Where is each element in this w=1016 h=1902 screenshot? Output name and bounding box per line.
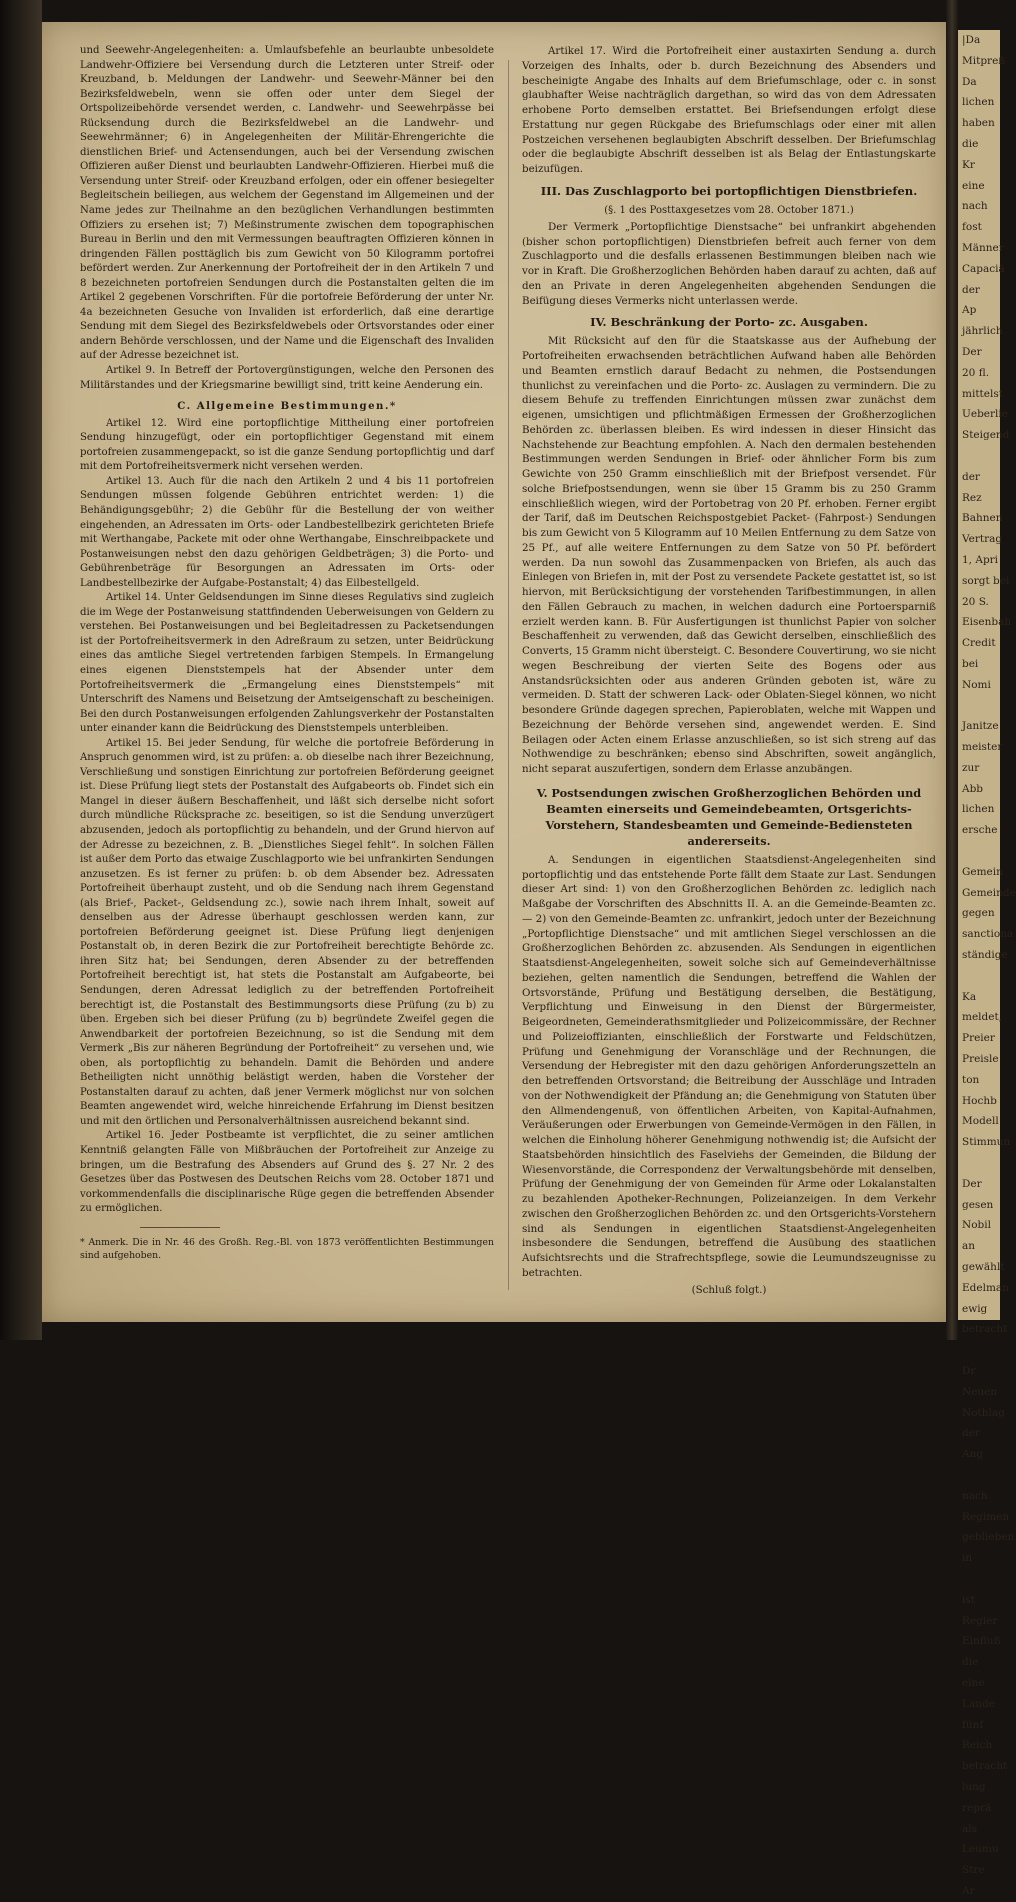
book-spine [0, 0, 42, 1340]
adjacent-page-fragment [958, 1465, 1000, 1486]
adjacent-page-fragment: als [962, 1822, 978, 1835]
section-iii-subheading: (§. 1 des Posttaxgesetzes vom 28. October 1871.) [604, 204, 854, 216]
adjacent-page-fragment: Nothlag [962, 1406, 1005, 1419]
adjacent-page-fragment: sorgt bei [962, 574, 1010, 587]
adjacent-page-fragment: Stimmun [962, 1136, 1011, 1149]
section-iv-paragraph: Mit Rücksicht auf den für die Staatskasse aus der Aufhebung der Portofreiheiten erwachsenden beträchtlichen Aufwand haben alle Behörden und Beamten ernstlich darauf Bedacht zu nehmen, die Postsendungen thunlichst zu vereinfachen und die Porto- zc. Auslagen zu vermindern. Die zu diesem Behufe zu treffenden Einrichtungen müssen zwar zunächst dem eigenen, umsichtigen und pflichtmäßigen Ermessen der Großherzoglichen Behörden zc. überlassen bleiben. Es wird indessen in dieser Hinsicht das Nachstehende zur Beachtung empfohlen. A. Nach den dermalen bestehenden Bestimmungen werden Sendungen in Brief- oder ähnlicher Form bis zum Gewichte von 250 Gramm einschließlich mit der Briefpost versendet. Für solche Briefpostsendungen, wenn sie über 15 Gramm bis zu 250 Gramm einschließlich wiegen, wird der Portobetrag von 20 Pf. erhoben. Ferner ergibt der Tarif, daß im Deutschen Reichspostgebiet Packet- (Fahrpost-) Sendungen bis zum Gewicht von 5 Kilogramm auf 10 Meilen Entfernung zu dem Satze von 25 Pf., auf alle weitere Entfernungen zu dem Satze von 50 Pf. befördert werden. Da nun sowohl das Zusammenpacken von Briefen, als auch das Einlegen von Briefen in, mit der Post zu versendete Packete gestattet ist, so ist hiervon, mit Berücksichtigung der vorstehenden Tarifbestimmungen, in allen den Fällen Gebrauch zu machen, in welchen dadurch eine Portoersparniß erzielt werden kann. B. Für Ausfertigungen ist thunlichst Papier von solcher Beschaffenheit zu verwenden, daß das Gewicht derselben, einschließlich des Converts, 15 Gramm nicht übersteigt. C. Besondere Couvertirung, wo sie nicht wegen Beschreibung der vierten Seite des Bogens oder aus Anstandsrücksichten oder aus anderen Gründen geboten ist, wäre zu vermeiden. D. Statt der schweren Lack- oder Oblaten-Siegel können, wo nicht besondere Gründe dagegen sprechen, Papieroblaten, welche mit Wappen und Bezeichnung der Behörde versehen sind, angewendet werden. E. Sind Beilagen oder Acten einem Erlasse anzuschließen, so ist sich streng auf das Nothwendige zu beschränken; ebenso sind Abschriften, soweit angänglich, nicht separat auszufertigen, sondern dem Erlasse anzubängen. [522, 335, 936, 775]
right-column [522, 44, 936, 1297]
adjacent-page-fragment: Leumu [962, 1843, 999, 1856]
adjacent-page-fragment [958, 966, 1000, 987]
adjacent-page-fragment: Neuen [962, 1385, 998, 1398]
adjacent-page-fragment: |Da [962, 34, 981, 46]
adjacent-page-fragment: Steigend [962, 429, 1010, 442]
adjacent-page-fragment: gegen [962, 907, 995, 920]
adjacent-page-fragment: 20 S. [962, 595, 989, 608]
left-paragraph: und Seewehr-Angelegenheiten: a. Umlaufsbefehle an beurlaubte unbesoldete Landwehr-Offiziere bei Versendung durch die Letzteren unter Streif- oder Kreuzband, b. Meldungen der Landwehr- und Seewehr-Männer bei den Bezirksfeldwebeln, wenn sie offen oder unter dem Siegel der Ortspolizeibehörde versendet werden, c. Landwehr- und Seewehrpässe bei Rücksendung durch die Bezirksfeldwebel an die Landwehr- und Seewehrmänner; 6) in Angelegenheiten der Militär-Ehrengerichte die dienstlichen Brief- und Actensendungen, auch bei der Versendung zwischen Offizieren außer Dienst und beurlaubten Landwehr-Offizieren. Hierbei muß die Versendung unter Streif- oder Kreuzband erfolgen, oder ein offener besiegelter Begleitschein beiliegen, aus welchem der Gegenstand im Allgemeinen und der Name jedes zur Theilnahme an den bezüglichen Verhandlungen bestimmten Offiziers zu ersehen ist; 7) Meßinstrumente zwischen dem topographischen Bureau in Berlin und den mit Vermessungen beauftragten Offizieren können in dringenden Fällen posttäglich bis zum Gewicht von 50 Kilogramm portofrei befördert werden. Zur Anerkennung der Portofreiheit der in den Artikeln 7 und 8 bezeichneten portofreien Sendungen durch die Postanstalten gelten die im Artikel 2 gegebenen Vorschriften. Für die portofreie Beförderung der unter Nr. 4a bezeichneten Gesuche von Invaliden ist erforderlich, daß eine derartige Sendung mit dem Siegel des Bezirksfeldwebels oder Ortsvorstandes oder einer andern Behörde verschlossen, und der Name und die Eigenschaft des Invaliden auf der Adresse bezeichnet ist. [80, 45, 494, 362]
adjacent-page-fragment: in [962, 1552, 973, 1565]
adjacent-page-fragment: Einfluß [962, 1635, 1001, 1648]
adjacent-page-fragment: Credit [962, 637, 996, 650]
adjacent-page-fragment: reprä [962, 1801, 992, 1814]
adjacent-page-fragment [958, 446, 1000, 467]
adjacent-page-fragment: ständige [962, 949, 1008, 962]
left-paragraph: Artikel 16. Jeder Postbeamte ist verpflichtet, die zu seiner amtlichen Kenntniß gelangten Fälle von Mißbräuchen der Portofreiheit zur Anzeige zu bringen, um die Bestrafung des Absenders auf Grund des §. 27 Nr. 2 des Gesetzes über das Postwesen des Deutschen Reichs vom 28. October 1871 und vorkommendenfalls die disciplinarische Rüge gegen die betreffenden Absender zu ermöglichen. [80, 1130, 494, 1215]
adjacent-page-fragment: nach [962, 200, 988, 213]
adjacent-page-fragment: eine [962, 179, 985, 192]
adjacent-page-fragment: lichen [962, 803, 995, 816]
adjacent-page-fragment: Ka [962, 990, 977, 1003]
adjacent-page-fragment [958, 1153, 1000, 1174]
section-v-paragraph: A. Sendungen in eigentlichen Staatsdienst-Angelegenheiten sind portopflichtig und das entstehende Porte fällt dem Staate zur Last. Sendungen dieser Art sind: 1) von den Großherzoglichen Behörden zc. lediglich nach Maßgabe der Vorschriften des Abschnitts II. A. an die Gemeinde-Beamten zc. — 2) von den Gemeinde-Beamten zc. unfrankirt, jedoch unter der Bezeichnung „Portopflichtige Dienstsache“ und mit amtlichen Siegel verschlossen an die Großherzoglichen Behörden zc. abzusenden. Als Sendungen in eigentlichen Staatsdienst-Angelegenheiten, soweit solche sich auf Gemeindeverhältnisse beziehen, gelten namentlich die Sendungen, betreffend die Wahlen der Ortsvorstände, Prüfung und Bestätigung derselben, die Bestätigung, Verpflichtung und Einweisung in den Dienst der Bürgermeister, Beigeordneten, Gemeinderathsmitglieder und Polizeicommissäre, der Rechner und Polizeioffizianten, einschließlich der Forstwarte und Feldschützen, Prüfung und Genehmigung der Voranschläge und der Rechnungen, die Versendung der Hebregister mit den dazu gehörigen Anforderungszetteln an den betreffenden Ortsvorstand; die Beitreibung der Ausschläge und Intraden von der Nothwendigkeit der Pfändung an; die Genehmigung von Statuten über den Allmendengenuß, von öffentlichen Arbeiten, von Kapital-Aufnahmen, Veräußerungen oder Erwerbungen von Gemeinde-Vermögen in den Fällen, in welchen die Einholung höherer Genehmigung nothwendig ist; die Aufsicht der Staatsbehörden hinsichtlich des Faselviehs der Gemeinden, die Bildung der Wiesenvorstände, die Correspondenz der Verwaltungsbehörde mit denselben, Prüfung der Genehmigung der von Gemeinden für Arme oder Lokalanstalten zu bezahlenden Apotheker-Rechnungen, Polizeianzeigen. In dem Verkehr zwischen den Großherzoglichen Behörden zc. und den Ortsgerichts-Vorstehern sind als Sendungen in eigentlichen Staatsdienst-Angelegenheiten insbesondere die Sendungen, betreffend die Ausübung des staatlichen Aufsichtsrechts und die Strafrechtspflege, sowie die Leumundszeugnisse zu betrachten. [522, 853, 936, 1279]
adjacent-page-fragment: Bahnen [962, 512, 1003, 525]
adjacent-page-fragment: Abb [962, 782, 984, 795]
section-v-heading: V. Postsendungen zwischen Großherzoglichen Behörden und Beamten einerseits und Gemeindebeamten, Ortsgerichts-Vorstehern, Standesbeamten und Gemeinde-Bediensteten andererseits. [536, 785, 922, 848]
adjacent-page-fragment: Preier [962, 1032, 995, 1045]
left-paragraph: Artikel 15. Bei jeder Sendung, für welche die portofreie Beförderung in Anspruch genommen wird, ist zu prüfen: a. ob dieselbe nach ihrer Bezeichnung, Verschließung und sonstigen Einrichtung zur portofreien Beförderung geeignet ist. Diese Prüfung liegt stets der Postanstalt des Aufgabeorts ob. Findet sich ein Mangel in dieser äußern Beschaffenheit, und läßt sich derselbe nicht sofort durch mündliche Rücksprache zc. beseitigen, so ist die Sendung unverzügert abzusenden, jedoch als portopflichtig zu behandeln, und der Grund hiervon auf der Adresse zu bezeichnen, z. B. „Dienstliches Siegel fehlt“. In solchen Fällen ist außer dem Porto das etwaige Zuschlagporto wie bei unfrankirten Sendungen anzusetzen. Es ist ferner zu prüfen: b. ob dem Absender bez. Adressaten Portofreiheit überhaupt zusteht, und ob die Sendung nach ihrem Gegenstand (als Brief-, Packet-, Geldsendung zc.), sowie nach ihrem Inhalt, soweit auf denselben aus der Adresse überhaupt geschlossen werden kann, zur portofreien Beförderung geeignet ist. Diese Prüfung liegt denjenigen Postanstalt ob, in deren Bezirk die zur Portofreiheit berechtigte Behörde zc. ihren Sitz hat; bei Sendungen, deren Absender zu der betreffenden Portofreiheit berechtigt ist, hat stets die Postanstalt am Aufgabeorte, bei Sendungen, deren Adressat lediglich zu der betreffenden Portofreiheit berechtigt ist, die Postanstalt des Bestimmungsorts diese Prüfung (zu b) zu üben. Ergeben sich bei dieser Prüfung (zu b) begründete Zweifel gegen die Anwendbarkeit der portofreien Bezeichnung, so ist die Sendung mit dem Vermerk „Bis zur näheren Begründung der Portofreiheit“ zu versehen und, wie oben, als portopflichtig zu behandeln. Damit die Behörden und andere Betheiligten nicht unnöthig belästigt werden, haben die Vorsteher der Postanstalten darauf zu achten, daß jener Vermerk möglichst nur von solchen Beamten angewendet wird, welche hinreichende Erfahrung im Dienst besitzen und mit den örtlichen und Personalverhältnissen ausreichend bekannt sind. [80, 737, 494, 1127]
adjacent-page-fragment [958, 1340, 1000, 1361]
adjacent-page-fragment: 20 fl. [962, 366, 990, 379]
adjacent-page-fragment: ersche [962, 824, 998, 837]
adjacent-page-fragment: Modell [962, 1115, 999, 1128]
adjacent-page-edge [958, 30, 1016, 1897]
adjacent-page-fragment: gewählt [962, 1261, 1005, 1274]
page-gutter [946, 0, 958, 1340]
adjacent-page-fragment: mittelst [962, 387, 1003, 400]
adjacent-page-fragment: zur [962, 761, 980, 774]
adjacent-page-fragment: an [962, 1240, 976, 1253]
column-divider [508, 60, 509, 1290]
adjacent-page-fragment: die [962, 1656, 979, 1669]
adjacent-page-fragment: sanctiona [962, 928, 1014, 941]
adjacent-page-fragment [958, 696, 1000, 717]
adjacent-page-fragment: geblieben [962, 1531, 1015, 1544]
footnote-rule [140, 1227, 220, 1228]
adjacent-page-fragment: Da [962, 75, 977, 88]
section-c-heading: C. Allgemeine Bestimmungen.* [177, 400, 397, 413]
adjacent-page-fragment: ton [962, 1073, 980, 1086]
adjacent-page-fragment: Eisenbah [962, 616, 1012, 629]
adjacent-page-fragment: Der [962, 345, 982, 358]
adjacent-page-fragment: 1, Apri [962, 553, 999, 566]
adjacent-page-fragment: Preisle [962, 1053, 999, 1066]
adjacent-page-fragment: betracht [962, 1323, 1008, 1336]
adjacent-page-fragment: haben [962, 117, 995, 130]
adjacent-page-fragment: ewig [962, 1302, 988, 1315]
section-iv-heading: IV. Beschränkung der Porto- zc. Ausgaben. [590, 315, 868, 330]
adjacent-page-fragment: Männer [962, 241, 1004, 254]
adjacent-page-fragment: lung [962, 1780, 986, 1793]
left-paragraph: Artikel 14. Unter Geldsendungen im Sinne dieses Regulativs sind zugleich die im Wege der Postanweisung stattfindenden Ueberweisungen von Geldern zu verstehen. Bei Postanweisungen und bei Begleitadressen zu Packetsendungen ist der Portofreiheitsvermerk in den Adreßraum zu setzen, unter Beidrückung eines das amtliche Siegel vertretenden farbigen Stempels. In Ermangelung eines eigenen Dienststempels hat der Absender unter dem Portofreiheitsvermerk die „Ermangelung eines Dienststempels“ mit Unterschrift des Namens und Beisetzung der Amtseigenschaft zu bescheinigen. Bei den durch Postanweisungen erfolgenden Zahlungsverkehr der Postanstalten unter einander kann die Beidrückung des Dienststempels unterbleiben. [80, 592, 494, 735]
adjacent-page-fragment [958, 841, 1000, 862]
adjacent-page-fragment: der [962, 470, 980, 483]
adjacent-page-fragment: Der [962, 1177, 982, 1190]
adjacent-page-fragment: Gemein [962, 865, 1003, 878]
continuation-note: (Schluß folgt.) [691, 1283, 767, 1296]
left-paragraph: Artikel 13. Auch für die nach den Artikeln 2 und 4 bis 11 portofreien Sendungen müssen folgende Gebühren entrichtet werden: 1) die Behändigungsgebühr; 2) die Gebühr für die Bestellung der von weither eingehenden, an Adressaten im Orts- oder Landbestellbezirk gerichteten Briefe mit Werthangabe, Packete mit oder ohne Werthangabe, Einschreibpackete und Postanweisungen nebst den dazu gehörigen Geldbeträgen; 3) die Porto- und Gebührenbeträge für Besorgungen an Adressaten im Orts- oder Landbestellbezirke der Aufgabe-Postanstalt; 4) das Eilbestellgeld. [80, 475, 494, 589]
adjacent-page-fragment: Mitpreß [962, 54, 1006, 67]
left-paragraph: Artikel 12. Wird eine portopflichtige Mittheilung einer portofreien Sendung hinzugefügt, oder ein portopflichtiger Gegenstand mit einem portofreien zusammengepackt, so ist die ganze Sendung portopflichtig und darf mit dem Portofreiheitsvermerk nicht versehen werden. [80, 417, 494, 473]
adjacent-page-fragment: Lande [962, 1697, 995, 1710]
footnote: * Anmerk. Die in Nr. 46 des Großh. Reg.-Bl. von 1873 veröffentlichten Bestimmungen sind aufgehoben. [80, 1236, 494, 1261]
adjacent-page-fragment: Regier [962, 1614, 998, 1627]
adjacent-page-fragment: Dr [962, 1365, 976, 1377]
adjacent-page-fragment: Hochb [962, 1094, 997, 1107]
adjacent-page-fragment: Ang [962, 1448, 984, 1461]
adjacent-page-fragment: fünf [962, 1718, 984, 1731]
adjacent-page-fragment: Stre [962, 1864, 985, 1877]
adjacent-page-fragment: Gemeinde [962, 886, 1016, 899]
adjacent-page-fragment: meister [962, 741, 1003, 754]
adjacent-page-fragment: die [962, 137, 979, 150]
section-iii-heading: III. Das Zuschlagporto bei portopflichtigen Dienstbriefen. [540, 183, 918, 198]
adjacent-page-fragment: Vertrag [962, 533, 1003, 546]
section-iii-paragraph: Der Vermerk „Portopflichtige Dienstsache“ bei unfrankirt abgehenden (bisher schon portopflichtigen) Dienstbriefen befreit auch ferner von dem Zuschlagporto und die desfalls erlassenen Bestimmungen bleiben nach wie vor in Kraft. Die Großherzoglichen Behörden haben darauf zu achten, daß auf den an Private in deren Angelegenheiten abgehenden Sendungen die Beifügung dieses Vermerks nicht unterlassen werde. [522, 220, 936, 307]
adjacent-page-fragment: Ueberlie [962, 408, 1008, 421]
adjacent-page-fragment: gesen [962, 1198, 994, 1211]
adjacent-page-fragment: jährlich [962, 325, 1003, 338]
left-column [80, 44, 494, 1262]
adjacent-page-fragment: Ar [962, 1884, 975, 1897]
adjacent-page-fragment: bei [962, 657, 979, 670]
adjacent-page-fragment: betracht [962, 1760, 1008, 1773]
adjacent-page-fragment: Kr [962, 158, 975, 171]
adjacent-page-fragment: meldet, [962, 1011, 1003, 1024]
adjacent-page-fragment: Regimen [962, 1510, 1010, 1523]
adjacent-page-fragment: Rez [962, 491, 982, 504]
adjacent-page-fragment: nach [962, 1489, 988, 1502]
adjacent-page-fragment: Edelman [962, 1281, 1009, 1294]
adjacent-page-fragment: der [962, 1427, 980, 1440]
adjacent-page-fragment: Ap [962, 304, 977, 317]
adjacent-page-fragment: ist [962, 1593, 975, 1606]
article-17-paragraph: Artikel 17. Wird die Portofreiheit einer austaxirten Sendung a. durch Vorzeigen des Inhalts, oder b. durch Bezeichnung des Absenders und bescheinigte Angabe des Inhalts auf dem Briefumschlage, oder c. in sonst glaubhafter Weise nachträglich dargethan, so wird das von dem Adressaten erhobene Porto demselben erstattet. Bei Briefsendungen erfolgt diese Erstattung nur gegen Rückgabe des Briefumschlags oder einer mit allen Postzeichen versehenen beglaubigten Abschrift desselben. Der Briefumschlag oder die beglaubigte Abschrift desselben ist als Belag der Entlastungskarte beizufügen. [522, 45, 936, 175]
adjacent-page-fragment: Nobil [962, 1219, 991, 1232]
adjacent-page-fragment [958, 1569, 1000, 1590]
adjacent-page-fragment: fost [962, 221, 982, 234]
adjacent-page-fragment: der [962, 283, 980, 296]
adjacent-page-fragment: lichen [962, 96, 995, 109]
left-paragraph: Artikel 9. In Betreff der Portovergünstigungen, welche den Personen des Militärstandes und der Kriegsmarine bewilligt sind, tritt keine Aenderung ein. [80, 365, 494, 391]
adjacent-page-fragment: Reich [962, 1739, 993, 1752]
adjacent-page-fragment: Nomi [962, 678, 991, 691]
adjacent-page-fragment: Janitze [962, 720, 999, 733]
adjacent-page-fragment: Capaciä [962, 262, 1005, 275]
adjacent-page-fragment: eine [962, 1676, 985, 1689]
